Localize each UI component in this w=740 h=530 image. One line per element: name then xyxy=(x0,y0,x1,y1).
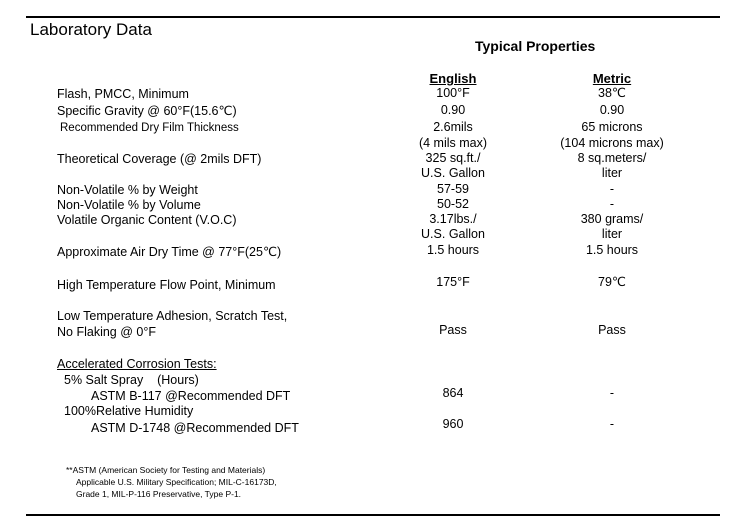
column-header-english: English xyxy=(429,71,477,86)
section-subtitle: Typical Properties xyxy=(475,38,596,54)
metric-value: 8 sq.meters/ xyxy=(577,151,647,165)
english-value: Pass xyxy=(439,323,467,337)
english-value: 0.90 xyxy=(440,103,466,117)
metric-value: 1.5 hours xyxy=(585,243,639,257)
column-header-metric: Metric xyxy=(592,71,632,86)
salt-spray-test: ASTM B-117 @Recommended DFT xyxy=(91,389,291,403)
english-value-line2: U.S. Gallon xyxy=(421,227,485,241)
english-value: 100°F xyxy=(436,86,470,100)
metric-value: 65 microns xyxy=(581,120,643,134)
metric-value: 0.90 xyxy=(599,103,625,117)
metric-value: - xyxy=(609,182,615,196)
humidity-english: 960 xyxy=(442,417,464,431)
salt-spray-metric: - xyxy=(609,386,615,400)
top-rule xyxy=(26,16,720,18)
salt-spray-english: 864 xyxy=(442,386,464,400)
english-value-line2: (4 mils max) xyxy=(418,136,488,150)
corrosion-heading: Accelerated Corrosion Tests: xyxy=(57,357,217,371)
footnote-line: Applicable U.S. Military Specification; MIL-C-16173D, xyxy=(76,477,277,487)
property-label: Volatile Organic Content (V.O.C) xyxy=(57,213,237,227)
english-value-line2: U.S. Gallon xyxy=(421,166,485,180)
property-label: Non-Volatile % by Volume xyxy=(57,198,201,212)
english-value: 325 sq.ft./ xyxy=(425,151,481,165)
property-label: Theoretical Coverage (@ 2mils DFT) xyxy=(57,152,262,166)
english-value: 1.5 hours xyxy=(426,243,480,257)
property-label-line2: No Flaking @ 0°F xyxy=(57,325,156,339)
humidity-test: ASTM D-1748 @Recommended DFT xyxy=(91,421,299,435)
metric-value: - xyxy=(609,197,615,211)
humidity-label: 100%Relative Humidity xyxy=(64,404,194,418)
footnote-line: **ASTM (American Society for Testing and Materials) xyxy=(66,465,266,475)
property-label: Low Temperature Adhesion, Scratch Test, xyxy=(57,309,288,323)
metric-value-line2: liter xyxy=(601,166,623,180)
property-label: Non-Volatile % by Weight xyxy=(57,183,198,197)
metric-value: 38℃ xyxy=(598,86,626,100)
english-value: 2.6mils xyxy=(433,120,473,134)
bottom-rule xyxy=(26,514,720,516)
english-value: 175°F xyxy=(436,275,470,289)
property-label: Specific Gravity @ 60°F(15.6℃) xyxy=(57,104,237,118)
metric-value: 79℃ xyxy=(598,275,626,289)
footnote-line: Grade 1, MIL-P-116 Preservative, Type P-1. xyxy=(76,489,242,499)
english-value: 57-59 xyxy=(437,182,469,196)
metric-value-line2: (104 microns max) xyxy=(560,136,664,150)
property-label: Flash, PMCC, Minimum xyxy=(57,87,189,101)
property-label: Approximate Air Dry Time @ 77°F(25℃) xyxy=(57,245,282,259)
property-label: Recommended Dry Film Thickness xyxy=(60,122,239,134)
metric-value-line2: liter xyxy=(601,227,623,241)
property-label: High Temperature Flow Point, Minimum xyxy=(57,278,276,292)
metric-value: Pass xyxy=(598,323,626,337)
salt-spray-label: 5% Salt Spray (Hours) xyxy=(64,373,199,387)
metric-value: 380 grams/ xyxy=(580,212,644,226)
english-value: 50-52 xyxy=(437,197,469,211)
humidity-metric: - xyxy=(609,417,615,431)
page-title: Laboratory Data xyxy=(30,20,152,39)
english-value: 3.17lbs./ xyxy=(429,212,477,226)
